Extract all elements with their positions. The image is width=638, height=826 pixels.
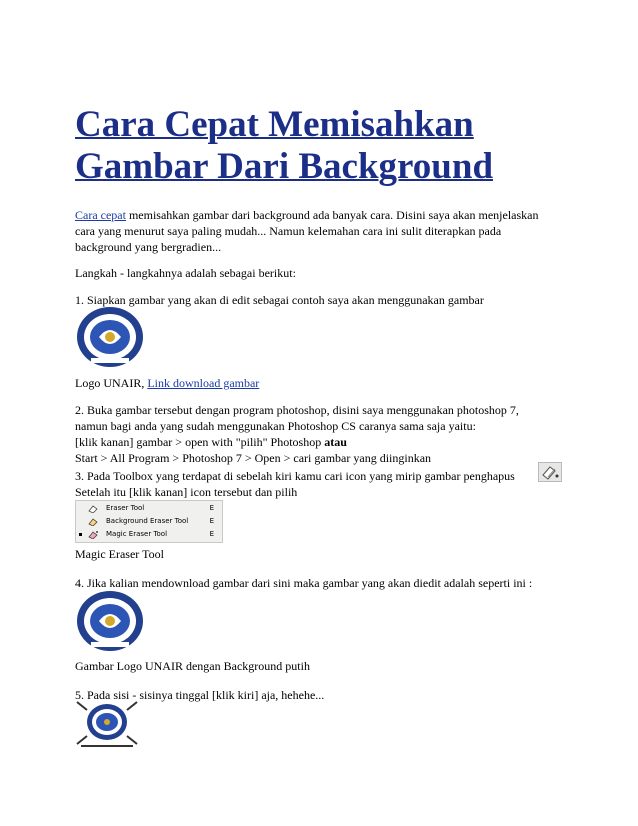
unair-logo-image bbox=[75, 306, 145, 368]
step-4-text: 4. Jika kalian mendownload gambar dari sini maka gambar yang akan diedit adalah seperti ini : bbox=[75, 576, 533, 590]
step-2-line-1: 2. Buka gambar tersebut dengan program photoshop, disini saya menggunakan photoshop 7, bbox=[75, 403, 519, 417]
intro-line-1 bbox=[75, 207, 575, 223]
step-3-line-2: Setelah itu [klik kanan] icon tersebut dan pilih bbox=[75, 485, 298, 499]
menu-item-background-eraser-tool[interactable] bbox=[76, 515, 222, 528]
menu-item-magic-eraser-tool[interactable] bbox=[76, 528, 222, 541]
step-1-text: 1. Siapkan gambar yang akan di edit sebagai contoh saya akan menggunakan gambar bbox=[75, 293, 484, 307]
menu-item-shortcut: E bbox=[209, 517, 214, 525]
magic-caption: Magic Eraser Tool bbox=[75, 547, 164, 561]
step-5-text: 5. Pada sisi - sisinya tinggal [klik kiri] aja, hehehe... bbox=[75, 688, 325, 702]
step-2-line-4: Start > All Program > Photoshop 7 > Open > cari gambar yang diinginkan bbox=[75, 451, 432, 465]
menu-item-label: Magic Eraser Tool bbox=[106, 530, 168, 538]
eraser-icon bbox=[538, 462, 562, 482]
magic-eraser-icon bbox=[88, 530, 99, 539]
atau-bold: atau bbox=[324, 435, 347, 449]
menu-item-label: Background Eraser Tool bbox=[106, 517, 189, 525]
menu-item-shortcut: E bbox=[209, 530, 214, 538]
selected-bullet-icon bbox=[79, 533, 82, 536]
logo-caption-text: Logo UNAIR, bbox=[75, 376, 148, 390]
background-eraser-icon bbox=[88, 517, 99, 526]
logo-2-caption: Gambar Logo UNAIR dengan Background putih bbox=[75, 659, 310, 673]
step-2-line-3-text: [klik kanan] gambar > open with "pilih" Photoshop bbox=[75, 435, 325, 449]
step-3-line-1: 3. Pada Toolbox yang terdapat di sebelah kiri kamu cari icon yang mirip gambar penghapus bbox=[75, 469, 515, 483]
download-image-link[interactable]: Link download gambar bbox=[147, 376, 260, 390]
cara-cepat-link[interactable]: Cara cepat bbox=[75, 208, 126, 222]
page-title: Cara Cepat Memisahkan Gambar Dari Background bbox=[75, 104, 494, 187]
unair-logo-image-2 bbox=[75, 590, 145, 652]
steps-intro: Langkah - langkahnya adalah sebagai berikut: bbox=[75, 266, 296, 280]
intro-line-2: cara yang menurut saya paling mudah... Namun kelemahan cara ini sulit diterapkan pada bbox=[75, 224, 502, 238]
step-2-line-3 bbox=[75, 434, 575, 450]
menu-item-label: Eraser Tool bbox=[106, 504, 145, 512]
intro-line-1-text: memisahkan gambar dari background ada banyak cara. Disini saya akan menjelaskan bbox=[125, 208, 539, 222]
eraser-tool-menu bbox=[75, 500, 223, 543]
logo-caption bbox=[75, 375, 575, 391]
step-2-line-2: namun bagi anda yang sudah menggunakan Photoshop CS caranya sama saja yaitu: bbox=[75, 419, 476, 433]
intro-line-3: background yang bergradien... bbox=[75, 240, 222, 254]
menu-item-shortcut: E bbox=[209, 504, 214, 512]
eraser-tool-icon bbox=[88, 504, 99, 513]
menu-item-eraser-tool[interactable] bbox=[76, 502, 222, 515]
unair-logo-arrows-image bbox=[75, 700, 139, 748]
